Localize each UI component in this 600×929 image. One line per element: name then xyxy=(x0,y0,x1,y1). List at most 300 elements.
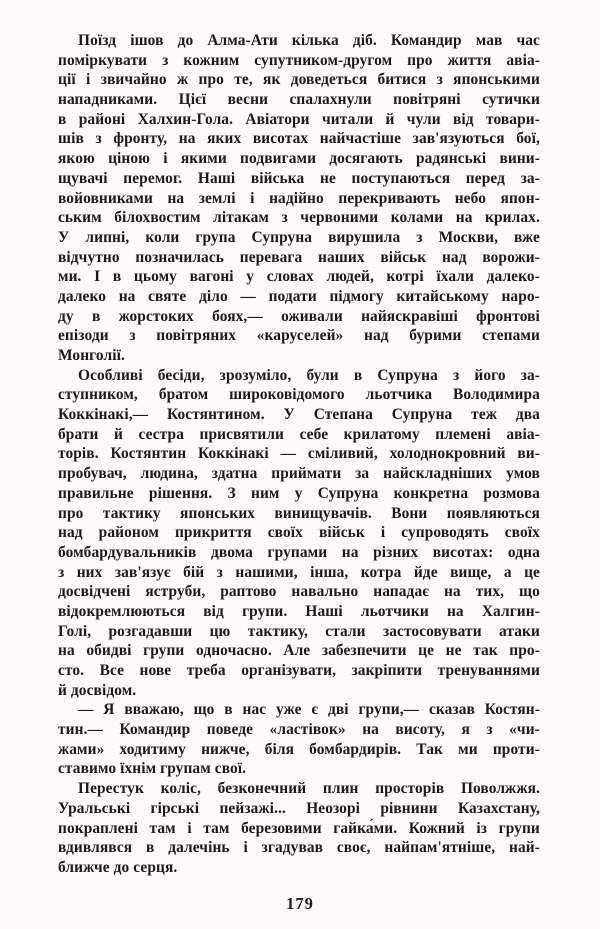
word: своїх xyxy=(504,524,540,542)
word: повітряні xyxy=(393,91,461,109)
word: супроводять xyxy=(401,524,489,542)
word: нижче, xyxy=(201,740,250,758)
text-line xyxy=(58,130,540,150)
word: бесіди, xyxy=(157,366,205,384)
word: І xyxy=(94,268,101,286)
word: є xyxy=(311,701,319,719)
word: безконечний xyxy=(217,780,307,798)
word: Перестук xyxy=(78,780,144,798)
word: раптово xyxy=(220,583,277,601)
word: одночасно. xyxy=(195,642,272,660)
word: два xyxy=(515,406,540,424)
word: й xyxy=(385,110,395,128)
word: товари- xyxy=(486,110,540,128)
word: далеко- xyxy=(486,268,540,286)
word: вище, xyxy=(450,563,492,581)
word: їхали xyxy=(436,268,474,286)
word: це xyxy=(418,642,435,660)
word: ішов xyxy=(130,32,164,49)
word: сутички xyxy=(482,91,540,109)
word: спалахнули xyxy=(289,91,372,109)
word: Але xyxy=(283,642,311,660)
word: кілька xyxy=(291,32,339,49)
word: там xyxy=(149,819,176,837)
word: далеко xyxy=(58,287,107,305)
word: перемог. xyxy=(123,169,183,187)
word: сестра xyxy=(138,425,184,443)
word: біля xyxy=(264,740,295,758)
word: перед xyxy=(465,169,505,187)
word: холоднокровний xyxy=(389,445,506,463)
word: атаки xyxy=(498,622,540,640)
word: я xyxy=(461,721,470,739)
word: Командир xyxy=(390,32,462,49)
word: широковідомого xyxy=(229,386,345,404)
text-line xyxy=(58,52,540,72)
word: забезпечити xyxy=(321,642,407,660)
paragraph xyxy=(58,32,540,367)
text-line xyxy=(58,91,540,111)
word: жорстоких xyxy=(118,307,194,325)
word: Коккінакі xyxy=(198,445,269,463)
word: своїх xyxy=(267,524,303,542)
word: них xyxy=(76,563,103,581)
word: япон- xyxy=(500,189,540,207)
word: поведе xyxy=(206,721,254,739)
word: Алма-Ати xyxy=(207,32,278,49)
word: тин.— xyxy=(58,721,104,739)
word: на xyxy=(455,209,473,227)
word: вагоні xyxy=(189,268,234,286)
word: колами xyxy=(390,209,444,227)
word: Халхин-Гола. xyxy=(137,110,234,128)
word: весни xyxy=(227,91,269,109)
word: в xyxy=(58,110,67,128)
word: організувати, xyxy=(241,662,337,679)
word: «каруселей» xyxy=(256,327,344,345)
word: Москви, xyxy=(438,228,499,246)
word: в xyxy=(91,307,101,325)
text-line xyxy=(58,623,540,643)
text-line xyxy=(58,426,540,446)
word: з xyxy=(95,130,102,148)
word: словах xyxy=(266,268,314,286)
word: появляються xyxy=(446,504,540,522)
word: Володимира xyxy=(453,386,540,404)
word: з xyxy=(281,209,288,227)
text-line xyxy=(58,406,540,426)
word: з xyxy=(216,563,223,581)
word: вдивлявся xyxy=(58,839,133,857)
word: сміливий, xyxy=(307,445,378,463)
word: Наші xyxy=(305,602,343,620)
word: степами xyxy=(482,327,540,345)
word: землі xyxy=(198,189,236,207)
word: бої, xyxy=(516,130,540,148)
word: бомбардирів. xyxy=(309,740,402,758)
word: діло xyxy=(198,287,228,305)
text-line: й досвідом. xyxy=(58,681,137,699)
word: стали xyxy=(325,622,366,640)
word: ворожи- xyxy=(482,248,540,266)
word: в xyxy=(146,839,155,857)
word: не xyxy=(319,169,336,187)
word: з xyxy=(162,51,169,69)
word: а xyxy=(503,563,512,581)
word: військ xyxy=(318,524,365,542)
word: мав xyxy=(475,32,503,49)
word: епізоди xyxy=(58,327,109,345)
word: як xyxy=(263,71,281,89)
word: розгадавши xyxy=(108,622,193,640)
text-line xyxy=(58,386,540,406)
text-line xyxy=(58,209,540,229)
word: були xyxy=(306,366,339,384)
word: діб. xyxy=(352,32,377,49)
text-line xyxy=(58,71,540,91)
word: згадував xyxy=(261,839,324,857)
word: подвигами xyxy=(240,150,317,168)
word: битися xyxy=(377,71,427,89)
word: із xyxy=(476,819,488,837)
word: у xyxy=(246,268,255,286)
word: себе xyxy=(299,425,329,443)
word: до xyxy=(177,32,194,49)
word: вирушила xyxy=(328,228,401,246)
text-line xyxy=(58,603,540,623)
word: щувачі xyxy=(58,169,108,187)
word: ду xyxy=(58,307,74,325)
text-block xyxy=(58,32,540,879)
word: брати xyxy=(58,425,99,443)
word: у xyxy=(294,484,303,502)
text-line xyxy=(58,721,540,741)
word: ми. xyxy=(58,268,82,286)
word: братом xyxy=(158,386,209,404)
word: святе xyxy=(148,287,187,305)
word: Супруна xyxy=(391,406,453,424)
word: одна xyxy=(507,543,540,561)
paragraph xyxy=(58,780,540,878)
word: ми xyxy=(458,740,478,758)
word: обидві xyxy=(86,642,132,660)
word: чули xyxy=(406,110,441,128)
word: присвятили xyxy=(199,425,285,443)
word: тактику, xyxy=(247,622,308,640)
word: умов xyxy=(506,465,540,483)
word: це xyxy=(524,563,540,581)
word: цю xyxy=(209,622,231,640)
word: ним xyxy=(251,484,280,502)
word: перекривають xyxy=(338,189,441,207)
word: на xyxy=(58,642,75,660)
word: нас xyxy=(242,701,267,719)
word: досвідчені xyxy=(58,583,131,601)
word: за xyxy=(355,465,370,483)
word: Вони xyxy=(391,504,428,522)
word: відчутно xyxy=(58,248,120,266)
word: в xyxy=(353,366,363,384)
word: з xyxy=(486,721,493,739)
word: вважаю, xyxy=(124,701,184,719)
word: Особливі xyxy=(78,366,143,384)
word: Супруна xyxy=(251,228,313,246)
text-line xyxy=(58,249,540,269)
word: над xyxy=(58,524,83,542)
word: найяскравіші xyxy=(361,307,458,325)
word: групи xyxy=(498,819,540,837)
word: бій xyxy=(183,563,205,581)
text-line: ставимо їхнім групам свої. xyxy=(58,760,247,778)
word: небо xyxy=(454,189,487,207)
word: поступаються xyxy=(351,169,451,187)
word: так xyxy=(473,642,498,660)
word: про xyxy=(58,504,84,522)
page-number: 179 xyxy=(286,894,314,913)
word: над xyxy=(441,248,467,266)
word: вини- xyxy=(499,150,540,168)
text-line: Монголії. xyxy=(58,347,125,364)
word: Супруна xyxy=(377,366,438,384)
text-line xyxy=(58,839,540,859)
word: подати xyxy=(268,287,317,305)
word: зрозуміло, xyxy=(219,366,292,384)
word: яструби, xyxy=(145,583,206,601)
word: рівнини xyxy=(380,799,438,817)
text-line xyxy=(58,701,540,721)
word: й xyxy=(114,425,123,443)
word: групи. xyxy=(242,602,288,620)
word: Цієї xyxy=(178,91,207,109)
word: здатна xyxy=(211,465,258,483)
word: застосовувати xyxy=(382,622,482,640)
word: з xyxy=(436,71,443,89)
word: Авіатори xyxy=(245,110,310,128)
word: кожним xyxy=(183,51,240,69)
word: про xyxy=(407,51,433,69)
word: зав'язуються xyxy=(412,130,505,148)
word: з xyxy=(453,366,460,384)
word: і xyxy=(380,524,386,542)
word: У xyxy=(283,406,295,424)
word: фронту, xyxy=(113,130,168,148)
text-line xyxy=(58,268,540,288)
word: гірські xyxy=(150,799,200,817)
word: пробувач, xyxy=(58,465,127,483)
word: китайському xyxy=(396,287,489,305)
word: фронтові xyxy=(476,307,540,325)
word: Коккінакі,— xyxy=(58,406,149,424)
text-line xyxy=(58,445,540,465)
word: повітряних xyxy=(156,327,237,345)
word: на xyxy=(167,189,185,207)
word: тих, xyxy=(475,583,505,601)
word: в xyxy=(224,701,233,719)
word: на xyxy=(118,287,136,305)
word: найчастіше xyxy=(319,130,402,148)
word: коліс, xyxy=(160,780,201,798)
word: позначилась xyxy=(135,248,225,266)
word: Я xyxy=(103,701,115,719)
word: досягають xyxy=(329,150,403,168)
word: людина, xyxy=(140,465,198,483)
word: районі xyxy=(78,110,126,128)
word: Неозорі xyxy=(306,799,361,817)
word: правильне xyxy=(58,484,134,502)
word: Так xyxy=(416,740,444,758)
word: на xyxy=(341,543,359,561)
word: нашими, xyxy=(235,563,298,581)
word: висотах: xyxy=(432,543,494,561)
word: тренуваннями xyxy=(437,662,540,679)
word: З xyxy=(227,484,236,502)
word: що xyxy=(519,583,540,601)
word: і xyxy=(250,189,255,207)
word: війська xyxy=(250,169,305,187)
word: березовими xyxy=(241,819,322,837)
text-line xyxy=(58,327,540,347)
word: Поїзд xyxy=(78,32,117,49)
word: червоними xyxy=(300,209,379,227)
word: про xyxy=(198,71,224,89)
word: над xyxy=(363,327,389,345)
word: підмогу xyxy=(329,287,384,305)
word: на xyxy=(178,130,196,148)
word: читали xyxy=(321,110,374,128)
word: літакам xyxy=(213,209,269,227)
word: льотчика xyxy=(365,386,433,404)
word: на xyxy=(446,602,464,620)
word: шів xyxy=(58,130,84,148)
word: що xyxy=(193,701,215,719)
word: за- xyxy=(520,169,540,187)
word: липні, xyxy=(85,228,130,246)
text-line xyxy=(58,367,540,387)
word: вже xyxy=(514,228,540,246)
word: льотчики xyxy=(360,602,429,620)
text-line xyxy=(58,524,540,544)
word: двома xyxy=(211,543,253,561)
word: котра xyxy=(360,563,402,581)
word: пейзажі... xyxy=(219,799,286,817)
word: там xyxy=(203,819,230,837)
word: і xyxy=(163,150,168,168)
word: рішення. xyxy=(148,484,213,502)
text-line xyxy=(58,485,540,505)
word: про- xyxy=(509,642,540,660)
word: крилах. xyxy=(485,209,540,227)
word: оживали xyxy=(281,307,343,325)
word: відокремлюються xyxy=(58,602,186,620)
word: від xyxy=(453,110,474,128)
word: котрі xyxy=(386,268,424,286)
text-line xyxy=(58,820,540,840)
text-line xyxy=(58,583,540,603)
word: за- xyxy=(520,366,540,384)
word: племені xyxy=(435,425,491,443)
word: Костянтин xyxy=(110,445,187,463)
word: поміркувати xyxy=(58,51,148,69)
word: Степана xyxy=(313,406,373,424)
word: просторів xyxy=(375,780,445,798)
word: крилатому xyxy=(343,425,420,443)
word: і xyxy=(86,71,91,89)
word: коли xyxy=(145,228,180,246)
word: авіа- xyxy=(506,425,540,443)
text-line xyxy=(58,642,540,662)
word: людей, xyxy=(326,268,374,286)
word: йде xyxy=(413,563,438,581)
word: не xyxy=(445,642,462,660)
word: прикриття xyxy=(174,524,252,542)
word: Командир xyxy=(119,721,191,739)
word: на xyxy=(443,583,461,601)
word: закріпити xyxy=(351,662,423,679)
text-line: ближче до серця. xyxy=(58,858,178,876)
word: теж xyxy=(471,406,498,424)
word: нове xyxy=(139,662,172,679)
word: звичайно xyxy=(100,71,167,89)
word: з xyxy=(129,327,136,345)
word: покраплені xyxy=(58,819,138,837)
word: група xyxy=(195,228,236,246)
word: Кожний xyxy=(408,819,465,837)
word: групи,— xyxy=(358,701,420,719)
word: життя xyxy=(447,51,492,69)
word: супутником-другом xyxy=(254,51,393,69)
text-line xyxy=(58,229,540,249)
word: перевага xyxy=(239,248,303,266)
word: і xyxy=(243,839,248,857)
word: дві xyxy=(327,701,349,719)
word: наро- xyxy=(501,287,540,305)
word: наших xyxy=(318,248,365,266)
word: нападає xyxy=(373,583,429,601)
word: цьому xyxy=(133,268,177,286)
word: авіа- xyxy=(506,51,540,69)
text-line xyxy=(58,190,540,210)
word: приймати xyxy=(271,465,342,483)
word: доведеться xyxy=(290,71,368,89)
text-line xyxy=(58,505,540,525)
word: торів. xyxy=(58,445,99,463)
word: — xyxy=(78,701,94,719)
word: висотах xyxy=(252,130,309,148)
word: найскладніших xyxy=(383,465,493,483)
word: на xyxy=(362,721,379,739)
word: — xyxy=(240,287,256,305)
word: розмова xyxy=(483,484,540,502)
word: бурими xyxy=(409,327,462,345)
word: яких xyxy=(207,130,242,148)
word: час xyxy=(516,32,540,49)
word: військ xyxy=(380,248,427,266)
word: районом xyxy=(98,524,159,542)
word: групи xyxy=(143,642,185,660)
word: найпам'ятніше, xyxy=(384,839,496,857)
word: білохвостим xyxy=(114,209,201,227)
word: Наші xyxy=(197,169,236,187)
word: боях,— xyxy=(212,307,263,325)
text-line xyxy=(58,662,540,682)
word: надійно xyxy=(269,189,324,207)
word: Казахстану, xyxy=(457,799,540,817)
text-line xyxy=(58,32,540,52)
word: і xyxy=(187,819,192,837)
word: якими xyxy=(180,150,227,168)
word: з xyxy=(416,228,423,246)
word: бомбардувальників xyxy=(58,543,197,561)
